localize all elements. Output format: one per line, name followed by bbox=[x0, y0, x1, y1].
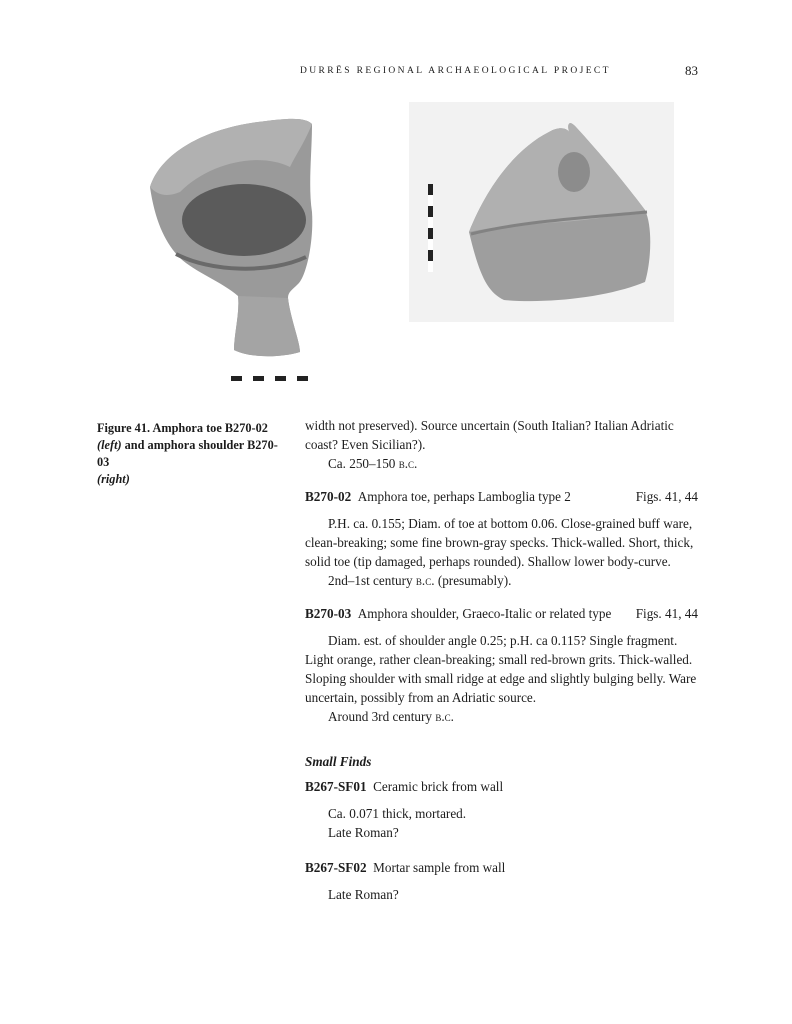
amphora-toe-photo bbox=[140, 112, 330, 387]
amphora-shoulder-photo bbox=[409, 102, 674, 322]
entry-id: B267-SF02 bbox=[305, 860, 367, 875]
catalogue-text bbox=[305, 416, 698, 904]
entry-description: Ca. 0.071 thick, mortared. bbox=[328, 806, 467, 821]
entry-id: B270-03 bbox=[305, 606, 352, 621]
entry-date: 2nd–1st century b.c. (presumably). bbox=[328, 573, 512, 588]
entry-heading-b267-sf01 bbox=[305, 777, 698, 796]
entry-title: Amphora shoulder, Graeco-Italic or related type bbox=[357, 606, 612, 621]
entry-date: Late Roman? bbox=[328, 825, 399, 840]
entry-id: B267-SF01 bbox=[305, 779, 367, 794]
caption-right-tag: (right) bbox=[97, 472, 130, 486]
entry-title: Amphora toe, perhaps Lamboglia type 2 bbox=[357, 489, 571, 504]
caption-main: Figure 41. Amphora toe B270-02 bbox=[97, 421, 268, 435]
entry-title: Ceramic brick from wall bbox=[373, 779, 504, 794]
caption-left-tag: (left) bbox=[97, 438, 122, 452]
entry-date: Late Roman? bbox=[328, 887, 399, 902]
entry-description: Diam. est. of shoulder angle 0.25; p.H. ca 0.115? Single fragment. Light orange, rather clean-breaking; small red-brown grits. Thick-walled. Sloping shoulder with small ridge at edge and slightly bulging belly. Ware uncertain, possibly from an Adriatic source. bbox=[305, 633, 697, 705]
figure-caption bbox=[97, 420, 282, 488]
intro-paragraph: width not preserved). Source uncertain (South Italian? Italian Adriatic coast? Even Sicilian?). bbox=[305, 418, 674, 452]
caption-mid: and amphora shoulder B270-03 bbox=[97, 438, 278, 469]
entry-id: B270-02 bbox=[305, 489, 352, 504]
vertical-scale-bar bbox=[428, 184, 433, 272]
running-head: DURRËS REGIONAL ARCHAEOLOGICAL PROJECT bbox=[300, 66, 611, 76]
entry-figs: Figs. 41, 44 bbox=[635, 606, 698, 621]
entry-heading-b270-03 bbox=[305, 604, 698, 623]
entry-date: Around 3rd century b.c. bbox=[328, 709, 454, 724]
scale-bar bbox=[231, 376, 308, 381]
entry-title: Mortar sample from wall bbox=[373, 860, 506, 875]
entry-figs: Figs. 41, 44 bbox=[635, 489, 698, 504]
entry-heading-b267-sf02 bbox=[305, 858, 698, 877]
entry-description: P.H. ca. 0.155; Diam. of toe at bottom 0.06. Close-grained buff ware, clean-breaking; some fine brown-gray specks. Thick-walled. Short, thick, solid toe (tip damaged, perhaps rounded). Shallow lower body-curve. bbox=[305, 516, 694, 569]
small-finds-heading: Small Finds bbox=[305, 754, 372, 769]
page-number: 83 bbox=[685, 63, 698, 78]
intro-date: Ca. 250–150 b.c. bbox=[328, 456, 418, 471]
entry-heading-b270-02 bbox=[305, 487, 698, 506]
